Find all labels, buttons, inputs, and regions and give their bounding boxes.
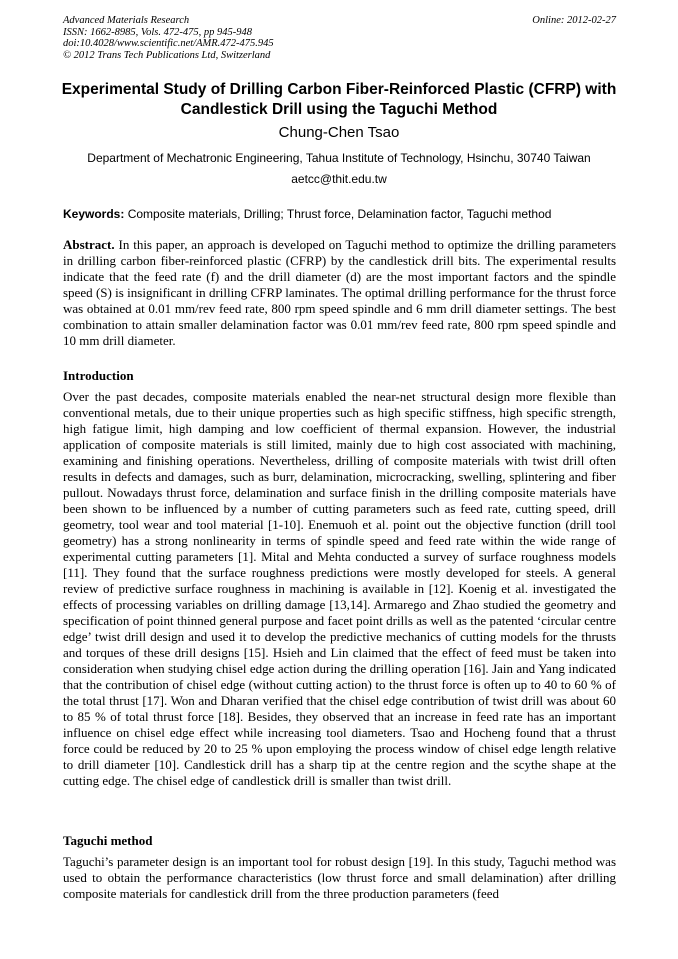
journal-name: Advanced Materials Research xyxy=(63,15,190,26)
keywords-label: Keywords: xyxy=(63,207,125,221)
online-date: Online: 2012-02-27 xyxy=(532,15,616,26)
keywords-line xyxy=(63,207,618,222)
copyright-line: © 2012 Trans Tech Publications Ltd, Switzerland xyxy=(63,49,271,61)
author-name: Chung-Chen Tsao xyxy=(278,124,400,141)
abstract-label: Abstract. xyxy=(63,237,115,252)
introduction-paragraph: Over the past decades, composite materials enabled the near-net structural design more flexible than conventional metals, due to their unique properties such as high specific stiffness, high specific strength, high fatigue limit, high damping and low coefficient of thermal expansion. However, the industrial application of composite materials is still limited, mainly due to high cost associated with machining, examining and finishing operations. Nevertheless, drilling of composite materials with twist drill often results in defects and damages, such as burr, delamination, microcracking, swelling, splintering and fiber pullout. Nowadays thrust force, delamination and surface finish in the drilling composite materials have been shown to be influenced by a number of cutting parameters such as feed rate, cutting speed, drill geometry, tool wear and tool material [1-10]. Enemuoh et al. point out the objective function (drill tool geometry) has a strong nonlinearity in terms of spindle speed and feed rate within the wide range of experimental cutting parameters [1]. Mital and Mehta conducted a survey of surface roughness models [11]. They found that the surface roughness predictions were mostly developed for steels. A general review of predictive surface roughness in machining is available in [12]. Koenig et al. investigated the effects of processing variables on drilling damage [13,14]. Armarego and Zhao studied the geometry and specification of point thinned general purpose and facet point drills as well as the patented ‘circular centre edge’ twist drill design and used it to develop the predictive mechanics of cutting models for the thrusts and torques of these drill designs [15]. Hsieh and Lin claimed that the effect of feed must be taken into consideration when studying chisel edge action during the drilling operation [16]. Jain and Yang indicated that the contribution of chisel edge (without cutting action) to the thrust force is often up to 40 to 60 % of the total thrust [17]. Won and Dharan verified that the chisel edge contribution of twist drill was about 60 to 85 % of total thrust force [18]. Besides, they observed that an increase in feed rate has an important influence on chisel edge effect while increasing tool diameters. Tsao and Hocheng found that a thrust force could be reduced by 20 to 25 % upon employing the process window of chisel edge length relative to drill diameter [10]. Candlestick drill has a sharp tip at the centre region and the scythe shape at the cutting edge. The chisel edge of candlestick drill is smaller than twist drill. xyxy=(63,389,616,788)
journal-header xyxy=(63,15,616,61)
taguchi-heading: Taguchi method xyxy=(63,833,153,848)
keywords-text: Composite materials, Drilling; Thrust force, Delamination factor, Taguchi method xyxy=(127,207,552,221)
paper-title: Experimental Study of Drilling Carbon Fiber-Reinforced Plastic (CFRP) with Candlestick Drill using the Taguchi Method xyxy=(61,81,617,118)
author-affiliation: Department of Mechatronic Engineering, Tahua Institute of Technology, Hsinchu, 30740 Taiwan xyxy=(87,151,591,165)
abstract-paragraph xyxy=(63,237,616,349)
taguchi-paragraph: Taguchi’s parameter design is an important tool for robust design [19]. In this study, Taguchi method was used to obtain the performance characteristics (low thrust force and small delamination) after drilling composite materials for candlestick drill from the three production parameters (feed xyxy=(63,854,616,901)
author-email: aetcc@thit.edu.tw xyxy=(291,172,387,186)
introduction-heading: Introduction xyxy=(63,368,134,383)
abstract-text: In this paper, an approach is developed on Taguchi method to optimize the drilling parameters in drilling carbon fiber-reinforced plastic (CFRP) by the candlestick drill bits. The experimental results indicate that the feed rate (f) and the drill diameter (d) are the most important factors and the spindle speed (S) is insignificant in drilling CFRP laminates. The optimal drilling performance for the thrust force was obtained at 0.01 mm/rev feed rate, 800 rpm speed spindle and 6 mm drill diameter settings. The best combination to attain smaller delamination factor was 0.01 mm/rev feed rate, 800 rpm speed spindle and 10 mm drill diameter. xyxy=(63,237,617,348)
doi-line: doi:10.4028/www.scientific.net/AMR.472-475.945 xyxy=(63,38,274,49)
issn-line: ISSN: 1662-8985, Vols. 472-475, pp 945-948 xyxy=(63,26,252,38)
